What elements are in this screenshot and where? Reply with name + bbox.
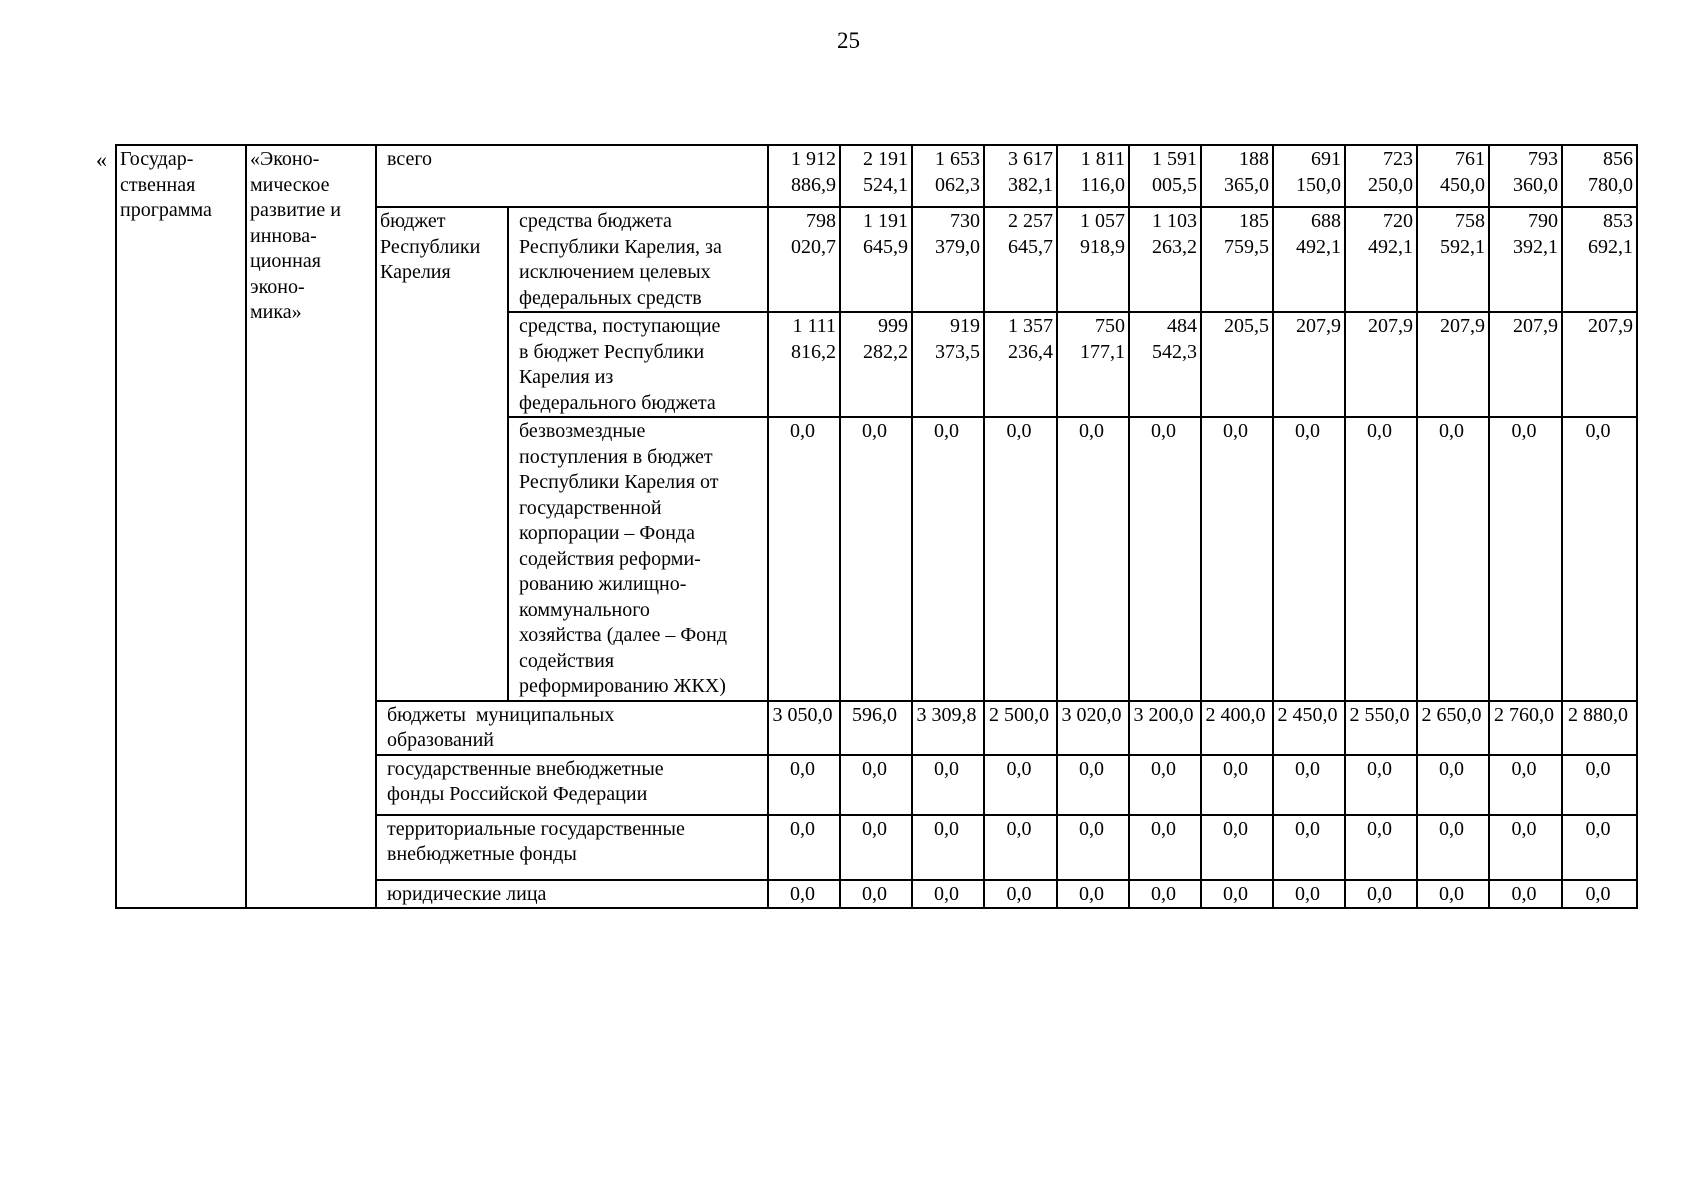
program-name-line: иннова- — [250, 224, 317, 247]
cell-own-9: 720 492,1 — [1345, 207, 1417, 312]
cell-mun-9: 2 550,0 — [1345, 701, 1417, 755]
cell-le-7: 0,0 — [1201, 880, 1273, 909]
cell-total-7: 188 365,0 — [1201, 145, 1273, 207]
cell-fed-10: 207,9 — [1417, 312, 1489, 417]
cell-housing-7: 0,0 — [1201, 417, 1273, 701]
cell-mun-12: 2 880,0 — [1562, 701, 1637, 755]
cell-fed-2: 999 282,2 — [840, 312, 912, 417]
cell-total-3: 1 653 062,3 — [912, 145, 984, 207]
cell-housing-2: 0,0 — [840, 417, 912, 701]
cell-fed-12: 207,9 — [1562, 312, 1637, 417]
row-total-label: всего — [376, 145, 768, 207]
cell-total-4: 3 617 382,1 — [984, 145, 1057, 207]
cell-own-3: 730 379,0 — [912, 207, 984, 312]
cell-sob-9: 0,0 — [1345, 755, 1417, 815]
program-type-line: ственная — [120, 173, 196, 196]
cell-housing-9: 0,0 — [1345, 417, 1417, 701]
cell-sob-7: 0,0 — [1201, 755, 1273, 815]
cell-own-12: 853 692,1 — [1562, 207, 1637, 312]
cell-sob-3: 0,0 — [912, 755, 984, 815]
cell-total-10: 761 450,0 — [1417, 145, 1489, 207]
cell-mun-3: 3 309,8 — [912, 701, 984, 755]
cell-sob-8: 0,0 — [1273, 755, 1345, 815]
cell-housing-3: 0,0 — [912, 417, 984, 701]
program-name-line: мическое — [250, 173, 330, 196]
budget-table — [115, 144, 1638, 909]
cell-own-4: 2 257 645,7 — [984, 207, 1057, 312]
cell-own-1: 798 020,7 — [768, 207, 840, 312]
cell-fed-6: 484 542,3 — [1129, 312, 1201, 417]
cell-sob-11: 0,0 — [1489, 755, 1562, 815]
cell-le-1: 0,0 — [768, 880, 840, 909]
cell-tob-7: 0,0 — [1201, 815, 1273, 880]
cell-own-8: 688 492,1 — [1273, 207, 1345, 312]
cell-sob-4: 0,0 — [984, 755, 1057, 815]
row-republic-own-label: средства бюджета Республики Карелия, за исключением целевых федеральных средств — [508, 207, 768, 312]
republic-budget-label: бюджет Республики Карелия — [376, 207, 508, 701]
cell-fed-5: 750 177,1 — [1057, 312, 1129, 417]
cell-fed-4: 1 357 236,4 — [984, 312, 1057, 417]
cell-total-12: 856 780,0 — [1562, 145, 1637, 207]
cell-fed-1: 1 111 816,2 — [768, 312, 840, 417]
cell-own-2: 1 191 645,9 — [840, 207, 912, 312]
cell-tob-4: 0,0 — [984, 815, 1057, 880]
row-federal-transfers-label: средства, поступающие в бюджет Республики Карелия из федерального бюджета — [508, 312, 768, 417]
cell-le-9: 0,0 — [1345, 880, 1417, 909]
row-housing-fund-label: безвозмездные поступления в бюджет Республики Карелия от государственной корпорации – Фонда содействия реформи- рованию жилищно- коммунального хозяйства (далее – Фонд содействия реформированию ЖКХ) — [508, 417, 768, 701]
cell-mun-6: 3 200,0 — [1129, 701, 1201, 755]
cell-tob-11: 0,0 — [1489, 815, 1562, 880]
cell-own-6: 1 103 263,2 — [1129, 207, 1201, 312]
cell-sob-12: 0,0 — [1562, 755, 1637, 815]
cell-le-6: 0,0 — [1129, 880, 1201, 909]
cell-housing-11: 0,0 — [1489, 417, 1562, 701]
cell-le-4: 0,0 — [984, 880, 1057, 909]
program-type-line: программа — [120, 199, 212, 221]
cell-total-1: 1 912 886,9 — [768, 145, 840, 207]
cell-own-11: 790 392,1 — [1489, 207, 1562, 312]
cell-housing-1: 0,0 — [768, 417, 840, 701]
cell-mun-11: 2 760,0 — [1489, 701, 1562, 755]
cell-mun-7: 2 400,0 — [1201, 701, 1273, 755]
cell-le-11: 0,0 — [1489, 880, 1562, 909]
cell-tob-9: 0,0 — [1345, 815, 1417, 880]
cell-housing-12: 0,0 — [1562, 417, 1637, 701]
row-municipal-label: бюджеты муниципальных образований — [376, 701, 768, 755]
cell-fed-3: 919 373,5 — [912, 312, 984, 417]
cell-le-3: 0,0 — [912, 880, 984, 909]
cell-le-8: 0,0 — [1273, 880, 1345, 909]
cell-tob-5: 0,0 — [1057, 815, 1129, 880]
cell-le-12: 0,0 — [1562, 880, 1637, 909]
program-name-line: мика» — [250, 301, 302, 323]
cell-tob-1: 0,0 — [768, 815, 840, 880]
cell-fed-11: 207,9 — [1489, 312, 1562, 417]
row-state-offbudget-label: государственные внебюджетные фонды Российской Федерации — [376, 755, 768, 815]
cell-housing-6: 0,0 — [1129, 417, 1201, 701]
cell-total-5: 1 811 116,0 — [1057, 145, 1129, 207]
cell-total-6: 1 591 005,5 — [1129, 145, 1201, 207]
cell-fed-8: 207,9 — [1273, 312, 1345, 417]
program-name-line: «Эконо- — [250, 148, 320, 170]
cell-tob-12: 0,0 — [1562, 815, 1637, 880]
cell-sob-10: 0,0 — [1417, 755, 1489, 815]
cell-tob-8: 0,0 — [1273, 815, 1345, 880]
cell-mun-1: 3 050,0 — [768, 701, 840, 755]
cell-sob-5: 0,0 — [1057, 755, 1129, 815]
program-name-line: ционная — [250, 250, 321, 272]
program-name-line: развитие и — [250, 199, 341, 221]
cell-mun-10: 2 650,0 — [1417, 701, 1489, 755]
cell-sob-1: 0,0 — [768, 755, 840, 815]
cell-tob-10: 0,0 — [1417, 815, 1489, 880]
cell-sob-2: 0,0 — [840, 755, 912, 815]
cell-total-11: 793 360,0 — [1489, 145, 1562, 207]
cell-total-8: 691 150,0 — [1273, 145, 1345, 207]
cell-housing-8: 0,0 — [1273, 417, 1345, 701]
cell-fed-7: 205,5 — [1201, 312, 1273, 417]
cell-own-7: 185 759,5 — [1201, 207, 1273, 312]
row-legal-entities-label: юридические лица — [376, 880, 768, 909]
program-name-line: эконо- — [250, 275, 305, 298]
program-name-cell — [246, 145, 376, 908]
cell-own-5: 1 057 918,9 — [1057, 207, 1129, 312]
cell-tob-2: 0,0 — [840, 815, 912, 880]
cell-le-5: 0,0 — [1057, 880, 1129, 909]
row-territorial-offbudget-label: территориальные государственные внебюджетные фонды — [376, 815, 768, 880]
cell-tob-3: 0,0 — [912, 815, 984, 880]
cell-le-10: 0,0 — [1417, 880, 1489, 909]
cell-mun-5: 3 020,0 — [1057, 701, 1129, 755]
cell-total-2: 2 191 524,1 — [840, 145, 912, 207]
cell-tob-6: 0,0 — [1129, 815, 1201, 880]
row-total — [116, 145, 1637, 207]
cell-le-2: 0,0 — [840, 880, 912, 909]
program-type-line: Государ- — [120, 148, 194, 170]
cell-housing-10: 0,0 — [1417, 417, 1489, 701]
cell-housing-5: 0,0 — [1057, 417, 1129, 701]
cell-mun-2: 596,0 — [840, 701, 912, 755]
cell-total-9: 723 250,0 — [1345, 145, 1417, 207]
cell-fed-9: 207,9 — [1345, 312, 1417, 417]
cell-own-10: 758 592,1 — [1417, 207, 1489, 312]
cell-sob-6: 0,0 — [1129, 755, 1201, 815]
opening-quote: « — [96, 147, 107, 172]
cell-mun-4: 2 500,0 — [984, 701, 1057, 755]
cell-housing-4: 0,0 — [984, 417, 1057, 701]
program-type-cell — [116, 145, 246, 908]
cell-mun-8: 2 450,0 — [1273, 701, 1345, 755]
page-number: 25 — [837, 28, 860, 53]
